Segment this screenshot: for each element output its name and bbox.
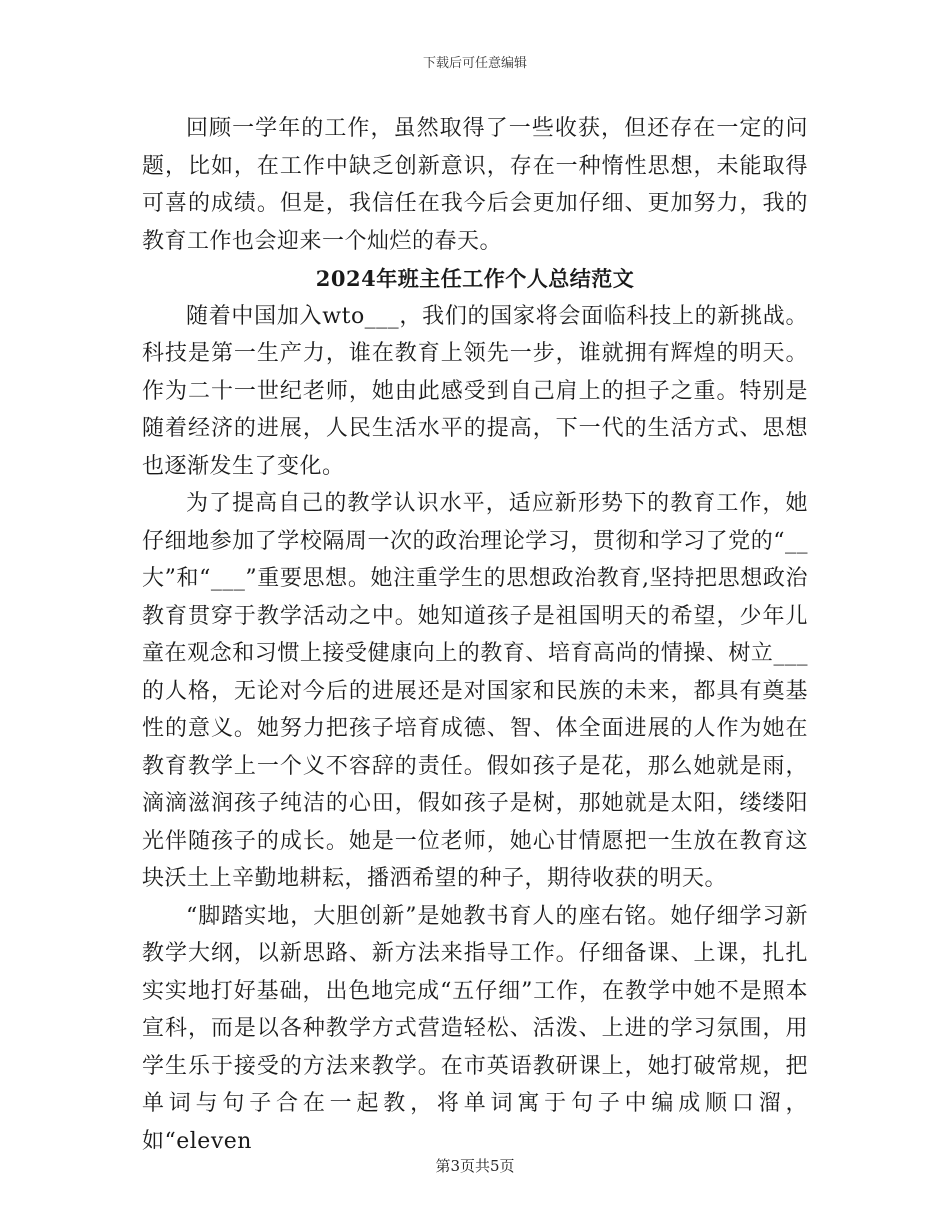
document-body <box>142 110 808 1160</box>
paragraph-teaching-motto: “脚踏实地，大胆创新”是她教书育人的座右铭。她仔细学习新教学大纲，以新思路、新方法来指导工作。仔细备课、上课，扎扎实实地打好基础，出色地完成“五仔细”工作，在教学中她不是照本宣科，而是以各种教学方式营造轻松、活泼、上进的学习氛围，用学生乐于接受的方法来教学。在市英语教研课上，她打破常规，把单词与句子合在一起教，将单词寓于句子中编成顺口溜，如“eleven <box>142 903 808 1154</box>
page-number: 第3页共5页 <box>435 1157 515 1175</box>
page-header: 下载后可任意编辑 <box>422 56 527 71</box>
paragraph-intro: 随着中国加入wto___，我们的国家将会面临科技上的新挑战。科技是第一生产力，谁在教育上领先一步，谁就拥有辉煌的明天。作为二十一世纪老师，她由此感受到自己肩上的担子之重。特别是随着经济的进展，人民生活水平的提高，下一代的生活方式、思想也逐渐发生了变化。 <box>142 303 808 479</box>
document-title: 2024年班主任工作个人总结范文 <box>315 266 635 291</box>
paragraph-political-study: 为了提高自己的教学认识水平，适应新形势下的教育工作，她仔细地参加了学校隔周一次的政治理论学习，贯彻和学习了党的“__大”和“___”重要思想。她注重学生的思想政治教育,坚持把思想政治教育贯穿于教学活动之中。她知道孩子是祖国明天的希望，少年儿童在观念和习惯上接受健康向上的教育、培育高尚的情操、树立___的人格，无论对今后的进展还是对国家和民族的未来，都具有奠基性的意义。她努力把孩子培育成德、智、体全面进展的人作为她在教育教学上一个义不容辞的责任。假如孩子是花，那么她就是雨，滴滴滋润孩子纯洁的心田，假如孩子是树，那她就是太阳，缕缕阳光伴随孩子的成长。她是一位老师，她心甘情愿把一生放在教育这块沃土上辛勤地耕耘，播洒希望的种子，期待收获的明天。 <box>142 491 808 891</box>
paragraph-review: 回顾一学年的工作，虽然取得了一些收获，但还存在一定的问题，比如，在工作中缺乏创新意识，存在一种惰性思想，未能取得可喜的成绩。但是，我信任在我今后会更加仔细、更加努力，我的教育工作也会迎来一个灿烂的春天。 <box>142 116 808 254</box>
